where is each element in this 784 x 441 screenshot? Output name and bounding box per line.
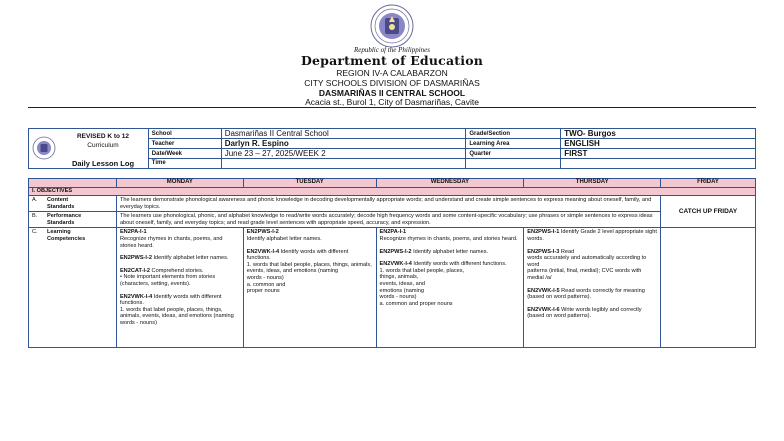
time-label: Time (151, 160, 166, 167)
section-objectives: I. OBJECTIVES (29, 188, 756, 196)
competencies-wednesday: EN2PA-I-1 Recognize rhymes in chants, poems, and stories heard. EN2PWS-I-2 Identify alphabet letter names. EN2VWK-I-4 Identify words with different functions. 1. words that label people, places, things, animals, events, ideas, and emotions (naming words - nouns) a. common and proper nouns (376, 228, 524, 348)
grade-label: Grade/Section (469, 130, 511, 137)
date-value: June 23 – 27, 2025/WEEK 2 (221, 149, 466, 159)
log-title: Daily Lesson Log (71, 159, 135, 168)
performance-standards-label: B. Performance Standards (29, 212, 117, 228)
day-header-monday: MONDAY (116, 179, 243, 188)
competencies-friday (661, 228, 756, 348)
teacher-label: Teacher (151, 140, 175, 147)
quarter-value: FIRST (564, 149, 588, 158)
competencies-monday: EN2PA-I-1 Recognize rhymes in chants, poems, and stories heard. EN2PWS-I-2 Identify alphabet letter names. EN2CAT-I-2 Comprehend stories. • Note important elements from stories (characters, setting, events). EN2VWK-I-4 Identify words with different functions. 1. words that label people, places, things, animals, events, ideas, and emotions (naming words - nouns) (116, 228, 243, 348)
department-title: Department of Education (300, 53, 484, 68)
program-line2: Curriculum (87, 142, 119, 149)
objectives-table (28, 178, 756, 348)
grade-value: TWO- Burgos (564, 129, 616, 138)
competencies-thursday: EN2PWS-I-1 Identify Grade 2 level appropriate sight words. EN2PWS-I-3 Read words accurately and automatically according to word patterns (initial, final, medial); CVC words with medial /a/ EN2VWK-I-5 Read words correctly for meaning (based on word patterns). EN2VWK-I-6 Write words legibly and correctly (based on word patterns). (524, 228, 661, 348)
competencies-tuesday: EN2PWS-I-2 Identify alphabet letter names. EN2VWK-I-4 Identify words with different functions. 1. words that label people, places, things, animals, events, ideas, and emotions (naming words - nouns) a. common and proper nouns (243, 228, 376, 348)
time-value (221, 159, 466, 169)
address-line: Acacia st., Burol 1, City of Dasmariñas, Cavite (305, 97, 479, 107)
program-cell (29, 129, 149, 169)
republic-line: Republic of the Philippines (353, 46, 430, 54)
program-line1: REVISED K to 12 (76, 133, 129, 140)
school-value: Dasmariñas II Central School (221, 129, 466, 139)
quarter-label: Quarter (469, 150, 492, 157)
division-line: CITY SCHOOLS DIVISION OF DASMARIÑAS (304, 78, 480, 88)
deped-logo-icon (32, 136, 56, 160)
learning-competencies-label: C. Learning Competencies (29, 228, 117, 348)
day-header-friday: FRIDAY (661, 179, 756, 188)
area-label: Learning Area (469, 140, 510, 147)
school-line: DASMARIÑAS II CENTRAL SCHOOL (318, 88, 466, 98)
teacher-value: Darlyn R. Espino (224, 139, 289, 148)
catch-up-friday: CATCH UP FRIDAY (661, 196, 756, 228)
content-standards-label: A. Content Standards (29, 196, 117, 212)
content-standards-text: The learners demonstrate phonological awareness and phonic knowledge in decoding developmentally appropriate words; and understand and create simple sentences to express meaning about oneself, family, and everyday topics. (116, 196, 660, 212)
lesson-info-table (28, 128, 756, 169)
day-header-wednesday: WEDNESDAY (376, 179, 524, 188)
day-header-thursday: THURSDAY (524, 179, 661, 188)
date-label: Date/Week (151, 150, 183, 157)
area-value: ENGLISH (564, 139, 600, 148)
deped-seal-icon (370, 4, 414, 48)
region-line: REGION IV-A CALABARZON (336, 68, 448, 78)
school-label: School (151, 130, 172, 137)
performance-standards-text: The learners use phonological, phonic, and alphabet knowledge to read/write words accurately; decode high frequency words and some content-specific vocabulary; use phrases or simple sentences to express ideas about oneself, family, and everyday topics; and read grade level sentences with appropriate speed, accuracy, and expression. (116, 212, 660, 228)
day-header-tuesday: TUESDAY (243, 179, 376, 188)
header-divider (28, 107, 756, 108)
